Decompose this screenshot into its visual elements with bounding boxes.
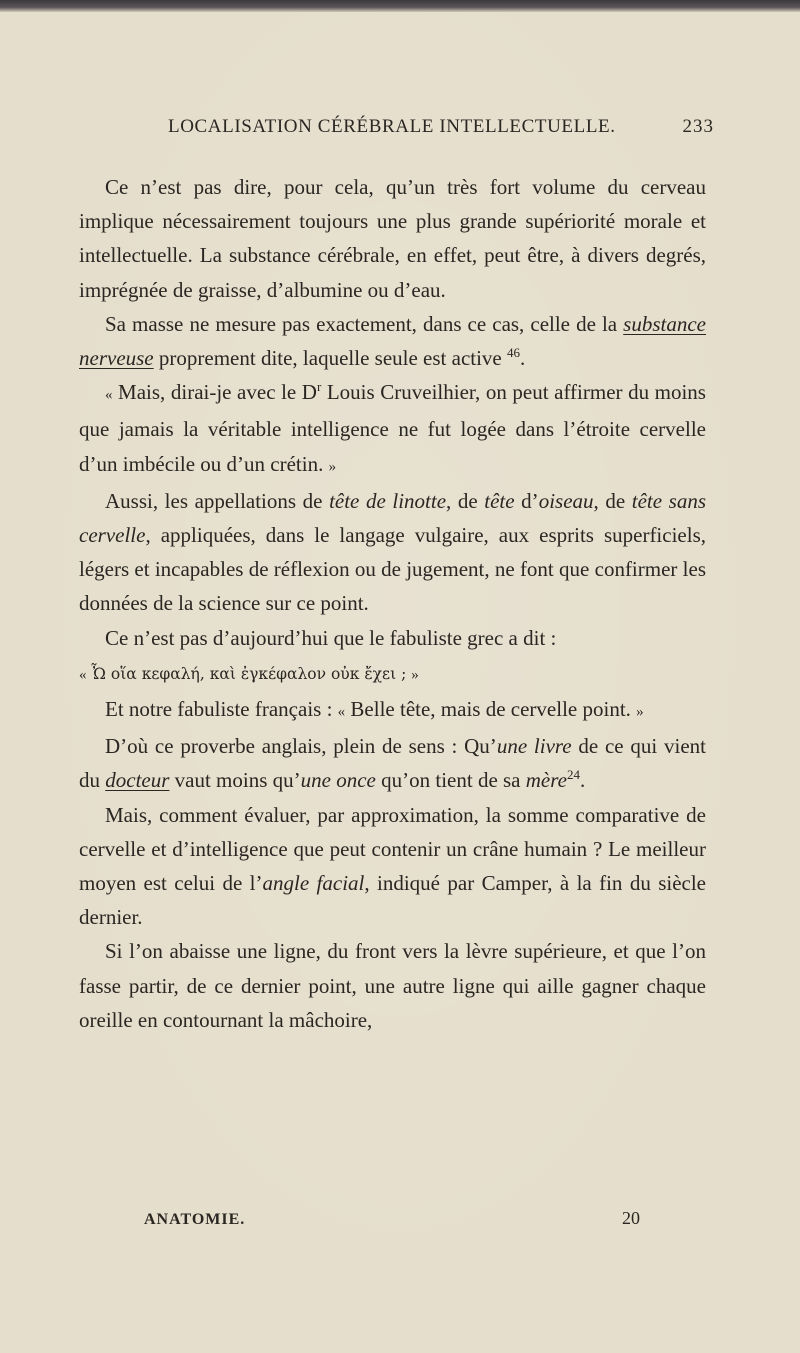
p7-text-b: de ce qui vient du [79, 734, 706, 793]
greek-close-quote: » [411, 666, 419, 683]
paragraph-1: Ce n’est pas dire, pour cela, qu’un très fort volume du cerveau implique nécessairement toujours une plus grande supériorité morale et intellectuelle. La substance cérébrale, en effet, peut être, à divers degrés, imprégnée de graisse, d’albumine ou d’eau. [79, 175, 706, 302]
p3-text-2: Louis Cruveilhier, on peut affirmer du moins que jamais la véritable intelligence ne fut logée dans l’étroite cervelle d’un imbécile ou d’un crétin. [79, 380, 706, 476]
close-quote-mark: » [328, 458, 337, 475]
p8-emphasis: angle facial [262, 871, 365, 896]
p7-emphasis-2: docteur [105, 768, 170, 793]
p4-emphasis-3: oiseau [538, 488, 594, 513]
p7-text-c: vaut moins qu’ [169, 768, 301, 793]
page-footer [144, 1208, 640, 1229]
greek-text: Ὦ οἵα κεφαλή, καὶ ἐγκέφαλον οὐκ ἔχει ; [86, 664, 412, 683]
running-head [168, 116, 714, 138]
footnote-ref-46: 46 [507, 345, 521, 361]
open-quote-mark: « [105, 387, 113, 404]
p7-emphasis-3: une once [300, 768, 376, 793]
paragraph-9: Si l’on abaisse une ligne, du front vers la lèvre supérieure, et que l’on fasse partir, de ce dernier point, une autre ligne qui aille gagner chaque oreille en contournant la mâchoire, [79, 939, 706, 1032]
p4-text-c: d’ [514, 488, 539, 513]
p2-emphasis: substance nerveuse [79, 311, 706, 371]
paragraph-2 [79, 307, 706, 375]
paragraph-7 [79, 729, 706, 797]
body-text [79, 170, 706, 1037]
greek-open-quote: « [79, 666, 87, 683]
paragraph-5: Ce n’est pas d’aujourd’hui que le fabuliste grec a dit : [105, 625, 557, 650]
running-head-title: LOCALISATION CÉRÉBRALE INTELLECTUELLE. [168, 116, 616, 137]
p4-emphasis-4: tête sans cervelle [79, 488, 707, 548]
p7-emphasis-1: une livre [496, 734, 572, 759]
p4-text-d: , de [593, 488, 632, 513]
p8-text-b: , indiqué par Camper, à la fin du siècle dernier. [79, 871, 707, 930]
p4-text-b: , de [446, 488, 485, 513]
p4-emphasis-1: tête de linotte [329, 488, 447, 513]
p7-text-d: qu’on tient de sa [375, 768, 526, 793]
signature-number: 20 [622, 1208, 640, 1228]
p4-emphasis-2: tête [484, 488, 515, 513]
p6-text-a: Et notre fabuliste français : [105, 697, 338, 722]
paragraph-6 [79, 692, 706, 729]
p4-text-a: Aussi, les appellations de [105, 488, 330, 513]
p6-text-b: Belle tête, mais de cervelle point. [345, 697, 637, 722]
paragraph-3-quote [79, 375, 706, 484]
page-number: 233 [682, 116, 714, 137]
paragraph-4 [79, 484, 706, 621]
p6-close-quote: » [636, 704, 644, 721]
greek-quote [79, 655, 706, 692]
p3-text: Mais, dirai-je avec le D [112, 380, 317, 405]
p7-text-a: D’où ce proverbe anglais, plein de sens : Qu’ [105, 734, 497, 759]
p7-emphasis-4: mère [525, 768, 567, 793]
footnote-ref-24: 24 [566, 767, 580, 783]
p8-text-a: Mais, comment évaluer, par approximation, la somme comparative de cervelle et d’intelligence que peut contenir un crâne humain ? Le meilleur moyen est celui de l’ [79, 802, 706, 896]
p6-open-quote: « [337, 704, 346, 721]
p4-text-e: , appliquées, dans le langage vulgaire, aux esprits superficiels, légers et incapables de réflexion ou de jugement, ne font que confirmer les données de la science sur ce point. [79, 523, 706, 616]
page-top-edge [0, 0, 800, 12]
p2-text-b: proprement dite, laquelle seule est active [153, 346, 508, 371]
p2-text-a: Sa masse ne mesure pas exactement, dans ce cas, celle de la [105, 311, 624, 336]
p7-text-e: . [579, 768, 586, 793]
paragraph-8 [79, 798, 706, 935]
p2-text-c: . [520, 346, 526, 371]
signature-label: ANATOMIE. [144, 1211, 246, 1228]
doctor-abbrev-sup: r [316, 379, 322, 395]
